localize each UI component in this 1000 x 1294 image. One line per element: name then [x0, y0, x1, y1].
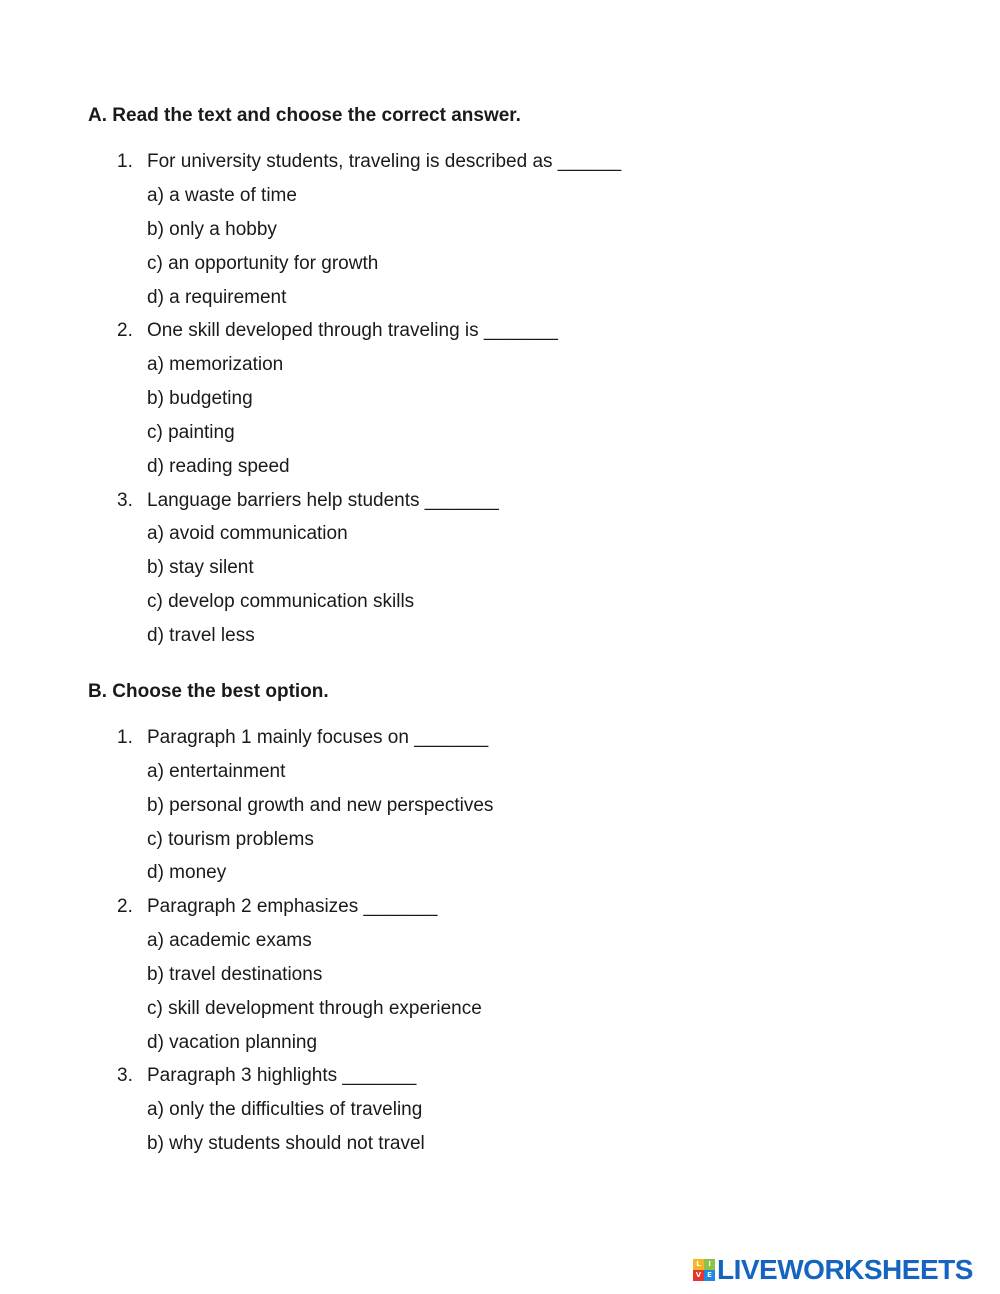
answer-option[interactable]: c) tourism problems: [147, 829, 314, 850]
question-number: 1.: [117, 151, 133, 172]
answer-option[interactable]: d) money: [147, 862, 227, 883]
question-number: 3.: [117, 1065, 133, 1086]
answer-option[interactable]: c) develop communication skills: [147, 591, 415, 612]
question-row: [0, 319, 1000, 343]
question-text: Language barriers help students _______: [147, 490, 499, 511]
logo-text: LIVEWORKSHEETS: [717, 1254, 973, 1285]
answer-option[interactable]: b) stay silent: [147, 557, 254, 578]
answer-option[interactable]: b) travel destinations: [147, 964, 323, 985]
logo-mark-icon: [693, 1259, 715, 1281]
logo-mark-letter: L: [693, 1259, 704, 1270]
section-heading: A. Read the text and choose the correct answer.: [88, 105, 521, 126]
liveworksheets-logo: [693, 1255, 993, 1285]
answer-option[interactable]: d) a requirement: [147, 287, 287, 308]
answer-option[interactable]: a) a waste of time: [147, 185, 297, 206]
question-row: [0, 150, 1000, 174]
answer-option[interactable]: c) painting: [147, 422, 235, 443]
answer-option[interactable]: d) reading speed: [147, 456, 290, 477]
answer-option[interactable]: a) entertainment: [147, 761, 286, 782]
answer-option[interactable]: a) only the difficulties of traveling: [147, 1099, 423, 1120]
question-row: [0, 489, 1000, 513]
question-text: Paragraph 2 emphasizes _______: [147, 896, 438, 917]
answer-option[interactable]: c) an opportunity for growth: [147, 253, 379, 274]
question-number: 1.: [117, 727, 133, 748]
question-row: [0, 895, 1000, 919]
question-text: For university students, traveling is described as ______: [147, 151, 622, 172]
answer-option[interactable]: b) budgeting: [147, 388, 253, 409]
answer-option[interactable]: d) travel less: [147, 625, 255, 646]
question-text: Paragraph 1 mainly focuses on _______: [147, 727, 489, 748]
question-row: [0, 1064, 1000, 1088]
answer-option[interactable]: a) avoid communication: [147, 523, 348, 544]
answer-option[interactable]: b) why students should not travel: [147, 1133, 425, 1154]
question-number: 2.: [117, 320, 133, 341]
section-heading: B. Choose the best option.: [88, 681, 329, 702]
question-text: One skill developed through traveling is _______: [147, 320, 558, 341]
question-number: 2.: [117, 896, 133, 917]
question-number: 3.: [117, 490, 133, 511]
answer-option[interactable]: b) only a hobby: [147, 219, 277, 240]
question-row: [0, 726, 1000, 750]
answer-option[interactable]: d) vacation planning: [147, 1032, 318, 1053]
answer-option[interactable]: a) academic exams: [147, 930, 312, 951]
question-text: Paragraph 3 highlights _______: [147, 1065, 417, 1086]
answer-option[interactable]: c) skill development through experience: [147, 998, 482, 1019]
answer-option[interactable]: a) memorization: [147, 354, 284, 375]
logo-mark-letter: I: [704, 1259, 715, 1270]
logo-mark-letter: E: [704, 1270, 715, 1281]
logo-mark-letter: V: [693, 1270, 704, 1281]
answer-option[interactable]: b) personal growth and new perspectives: [147, 795, 494, 816]
